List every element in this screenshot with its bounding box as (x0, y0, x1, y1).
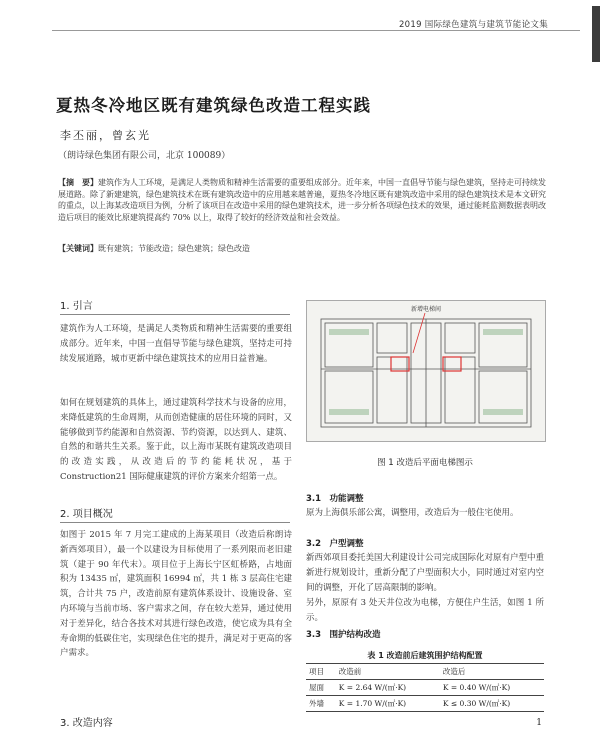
figure-caption: 图 1 改造后平面电梯图示 (377, 458, 473, 468)
table-row (306, 680, 544, 696)
table-header-cell: 改造前 (336, 664, 440, 680)
section-3-2-para-2: 另外，原原有 3 处天井位改为电梯，方便住户生活，如图 1 所示。 (306, 598, 544, 623)
section-2-para-1: 如图于 2015 年 7 月完工建成的上海某项目（改造后称朗诗新西郊项目），最一个以建设为目标使用了一系列限而老旧建筑（建于 90 年代末）。项目位于上海长宁区虹桥路，占地面积为 13435 ㎡，建筑面积 16994 ㎡，共 1 栋 3 层高住宅建筑，合计共 75 户，改造前原有建筑体系设计、设施设备、室内环境与当前市场、客户需求之间，存在较大差异，通过使用对于差异化，结合各技术对其进行绿色改造，使它成为具有全寿命期的低碳住宅，实现绿色住宅的提升，满足对于更高的客户需求。 (60, 530, 292, 659)
article-affiliation: （朗诗绿色集团有限公司，北京 100089） (58, 151, 231, 161)
section-1-title: 1. 引言 (60, 301, 93, 312)
table-header-row (306, 664, 544, 680)
keywords-text: 既有建筑；节能改造；绿色建筑；绿色改造 (98, 244, 250, 253)
section-3-1-para: 原为上海俱乐部公寓，调整用，改造后为一般住宅使用。 (306, 508, 519, 518)
new-elevator-label: 新增电梯间 (411, 306, 442, 313)
keywords (58, 243, 250, 254)
abstract-label: 【摘 要】 (58, 177, 98, 187)
table-cell: K ≤ 0.30 W/(㎡·K) (440, 696, 544, 712)
envelope-table (306, 663, 544, 712)
section-2-title: 2. 项目概况 (60, 509, 113, 520)
section-3-2-para-1: 新西郊项目委托美国大利建设计公司完成国际化对原有户型中重新进行规划设计，重新分配了户型面积大小，同时通过对室内空间的调整，开化了居高限制的影响。 (306, 553, 544, 593)
section-2-rule (60, 522, 290, 523)
article-title: 夏热冬冷地区既有建筑绿色改造工程实践 (56, 96, 371, 115)
table-cell: K = 2.64 W/(㎡·K) (336, 680, 440, 696)
article-authors: 李丕丽，曾玄光 (60, 129, 151, 142)
table-cell: K = 1.70 W/(㎡·K) (336, 696, 440, 712)
table-header-cell: 项目 (306, 664, 336, 680)
header-rule (52, 30, 580, 31)
floor-plan-figure (306, 300, 546, 442)
table-header-cell: 改造后 (440, 664, 544, 680)
section-1-para-1: 建筑作为人工环境，是满足人类物质和精神生活需要的重要组成部分。近年来，中国一直倡导节能与绿色建筑，坚持走可持续发展道路，城市更新中绿色建筑技术的应用日益普遍。 (60, 324, 292, 364)
floor-plan-drawing (307, 301, 545, 441)
running-header: 2019 国际绿色建筑与建筑节能论文集 (398, 20, 548, 30)
section-1-para-2: 如何在规划建筑的具体上，通过建筑科学技术与设备的应用，来降低建筑的生命周期，从而创造健康的居住环境的同时，又能够做到节约能源和自然资源、节约资源，以达到人、建筑、自然的和谐共生关系。鉴于此，以上海市某既有建筑改造项目的改造实践，从改造后的节约能耗状况，基于 Construction21 国际健康建筑的评价方案来介绍第一点。 (60, 398, 292, 482)
section-3-3-title: 3.3 围护结构改造 (306, 630, 381, 640)
margin-tab (592, 6, 600, 62)
section-3-title: 3. 改造内容 (60, 718, 113, 729)
abstract (58, 177, 546, 224)
table-cell: 屋面 (306, 680, 336, 696)
table-cell: K = 0.40 W/(㎡·K) (440, 680, 544, 696)
section-3-2-title: 3.2 户型调整 (306, 539, 364, 549)
abstract-text: 建筑作为人工环境，是满足人类物质和精神生活需要的重要组成部分。近年来，中国一直倡导节能与绿色建筑，坚持走可持续发展道路。除了新建建筑，绿色建筑技术在既有建筑改造中的应用越来越普遍，夏热冬冷地区既有建筑改造中采用的绿色建筑技术是本文研究的重点，以上海某改造项目为例，分析了该项目在改造中采用的绿色建筑技术，进一步分析各项绿色技术的效果，通过能耗监测数据表明改造后项目的能效比原建筑提高约 70% 以上，取得了较好的经济效益和社会效益。 (58, 178, 546, 223)
section-1-rule (60, 314, 290, 315)
table-caption: 表 1 改造前后建筑围护结构配置 (367, 651, 483, 660)
table-row (306, 696, 544, 712)
keywords-label: 【关键词】 (58, 243, 98, 253)
page-number: 1 (536, 718, 542, 728)
table-cell: 外墙 (306, 696, 336, 712)
section-3-1-title: 3.1 功能调整 (306, 494, 364, 504)
